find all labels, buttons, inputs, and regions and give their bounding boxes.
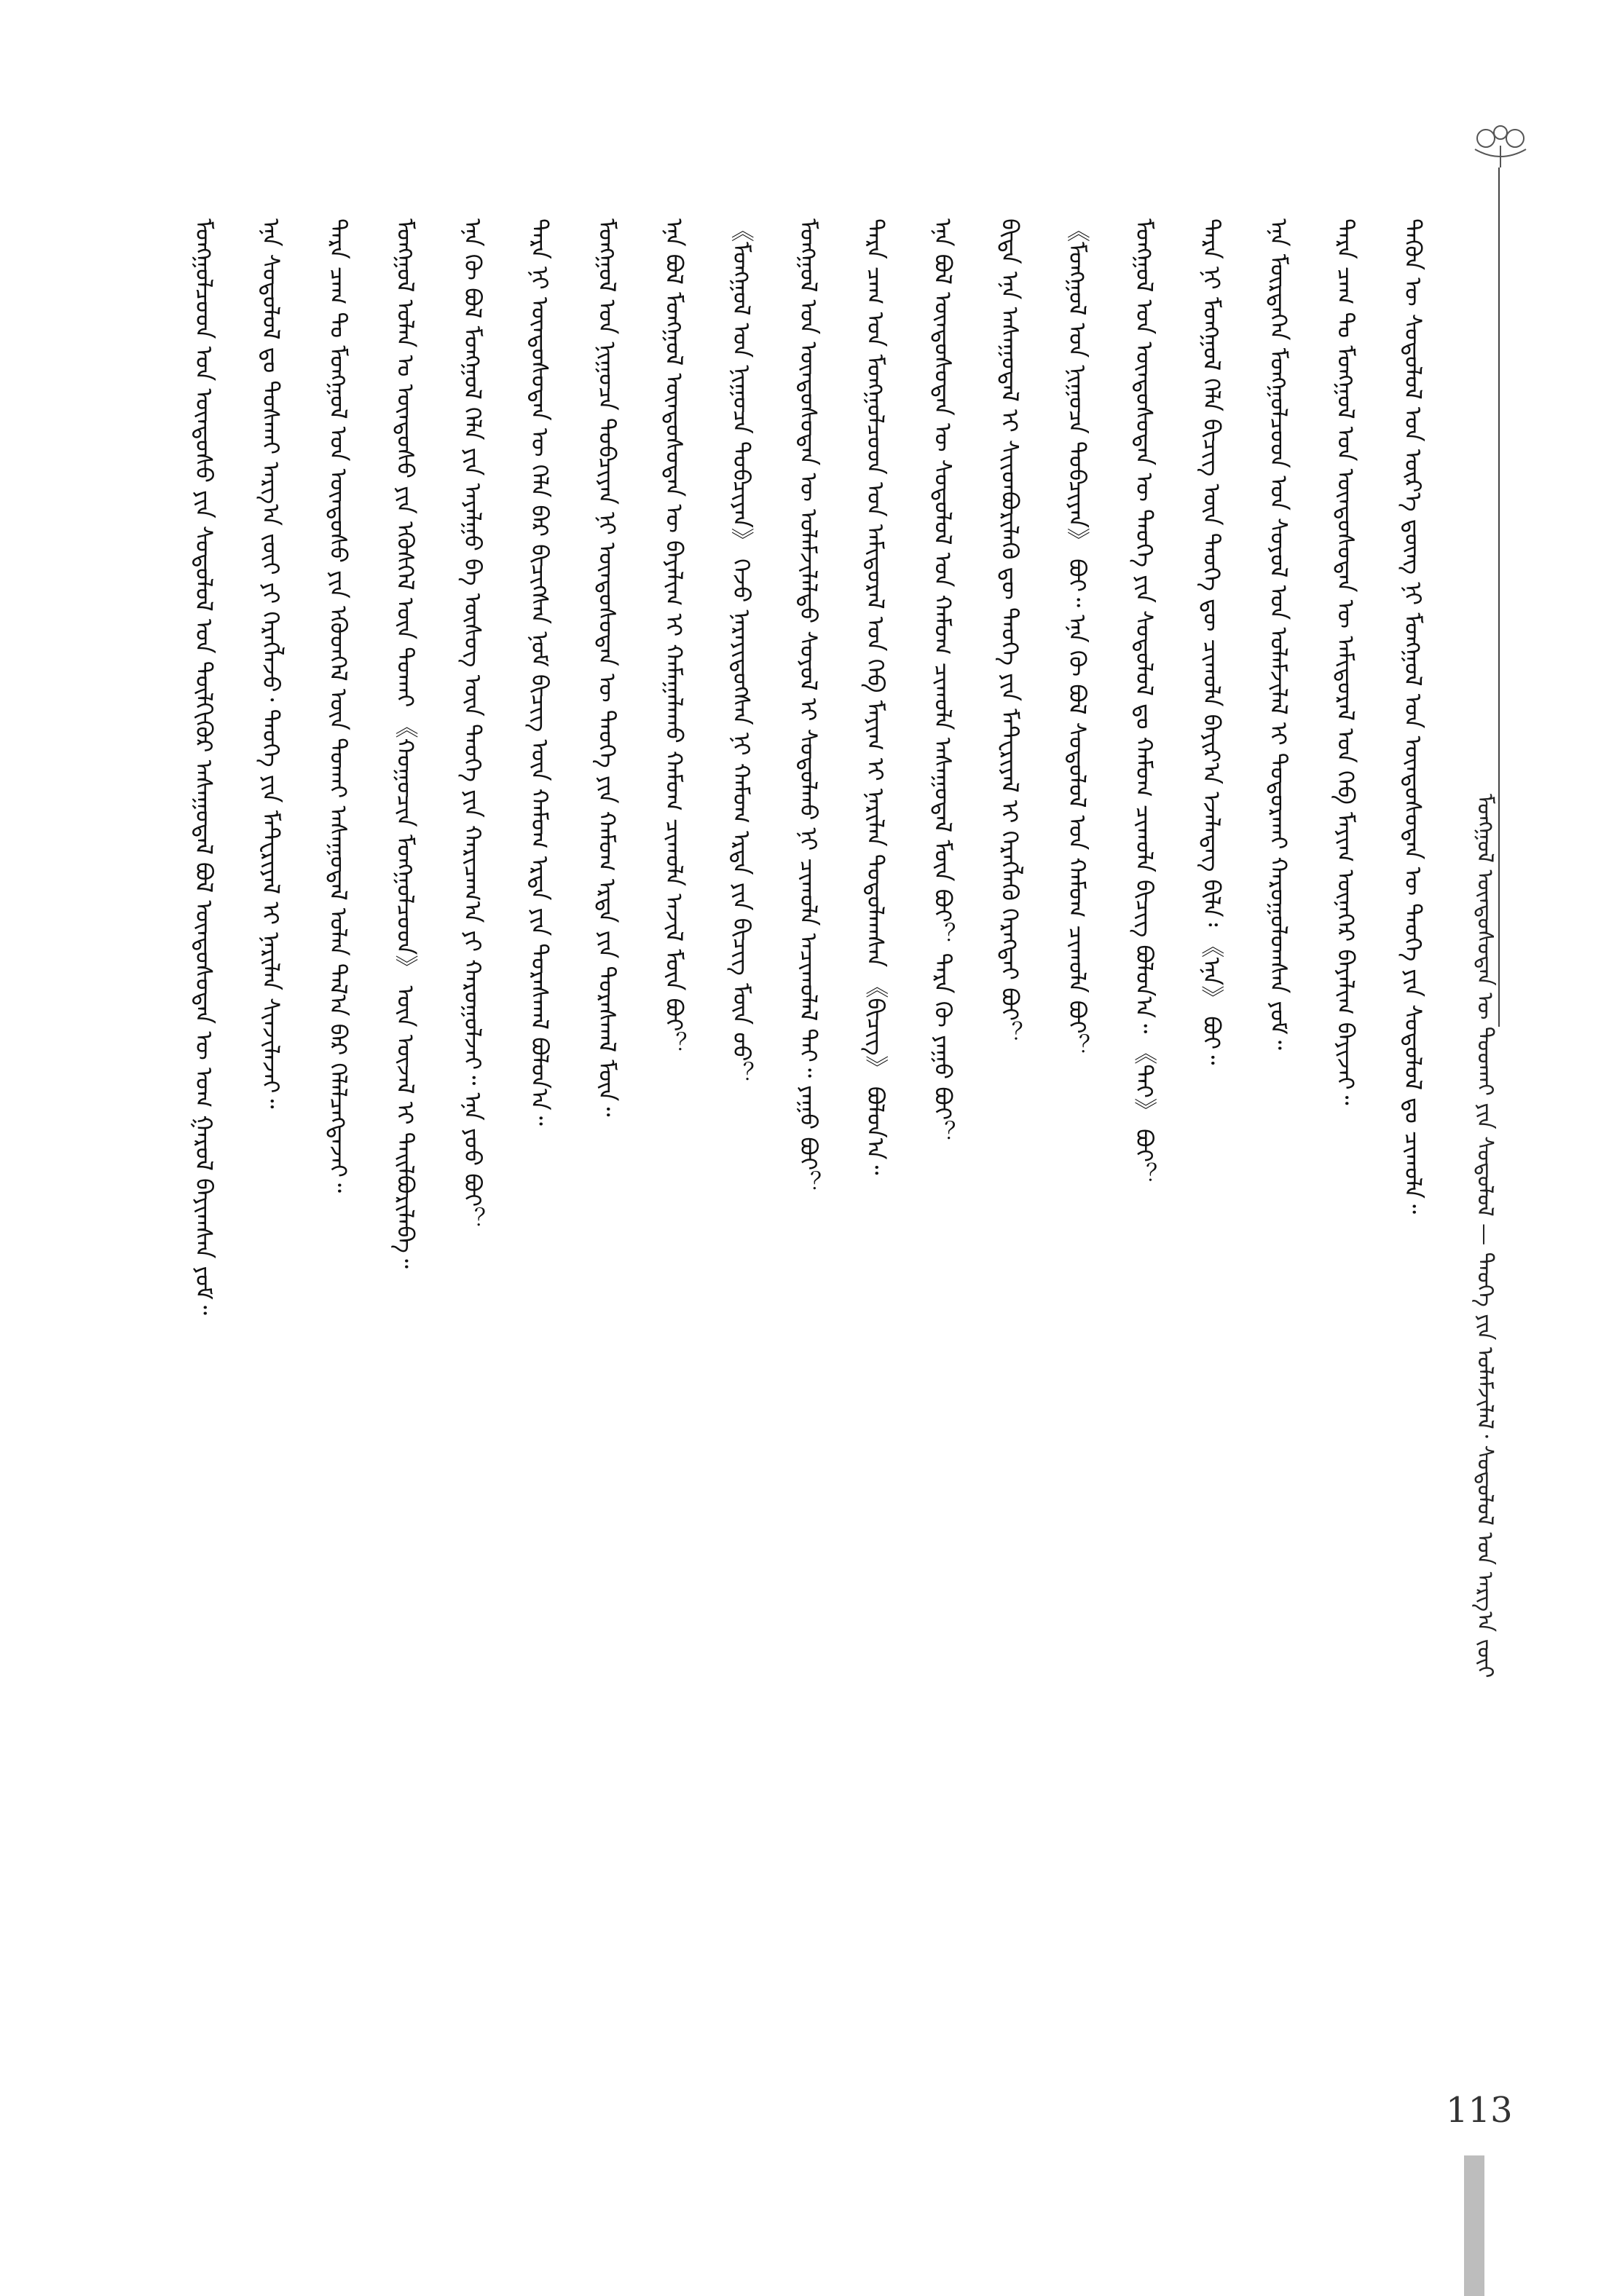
text-line: ᠮᠣᠩᠭᠣᠯ ᠤᠨ ᠨᠢᠭᠤᠴᠠ ᠲᠣᠪᠴᠢᠶᠠᠨ ᠨᠢ ᠦᠨᠳᠦᠰᠦᠲᠡᠨ ᠦ ᠲᠡᠦᠬᠡ ᠶᠢᠨ ᠬᠠᠮᠤᠭ ᠡᠷᠲᠡ ᠶᠢᠨ ᠳᠤᠷᠠᠰᠬᠠᠯ ᠮᠥᠨ᠃ (593, 218, 621, 1117)
text-line: ᠮᠣᠩᠭᠣᠯ ᠤᠨ ᠦᠨᠳᠦᠰᠦᠲᠡᠨ ᠦ ᠤᠯᠠᠮᠵᠢᠯᠠᠯᠲᠤ ᠰᠣᠶᠣᠯ ᠢ ᠰᠤᠳᠤᠯᠬᠤ ᠨᠢ ᠴᠢᠬᠤᠯᠠ ᠠᠴᠢᠬᠤᠯᠠᠯ ᠲᠠᠢ᠃ ᠶᠠᠭᠤ ᠪᠤᠢ？ (794, 218, 822, 1194)
text-line: ᠲᠡᠷᠡ ᠴᠠᠭ ᠤᠨ ᠮᠣᠩᠭᠣᠯᠴᠤᠳ ᠤᠨ ᠠᠮᠢᠳᠤᠷᠠᠯ ᠤᠨ ᠬᠡᠪ ᠮᠠᠶᠢᠭ ᠢ ᠨᠠᠷᠢᠯᠠᠨ ᠲᠤᠲᠤᠯᠠᠭᠰᠠᠨ 《ᠪᠢᠴᠢᠭ》 ᠪᠤᠯᠤᠨ᠎ᠠ᠃ (862, 218, 890, 1175)
body-text (189, 218, 1428, 2039)
text-line: 《ᠮᠣᠩᠭᠣᠯ ᠤᠨ ᠨᠢᠭᠤᠴᠠ ᠲᠣᠪᠴᠢᠶᠠᠨ》 ᠬᠡᠵᠦ ᠨᠡᠷᠡᠶᠢᠳᠦᠭᠰᠡᠨ ᠨᠢ ᠬᠠᠮᠤᠭ ᠡᠷᠲᠡ ᠶᠢᠨ ᠪᠢᠴᠢᠭ ᠮᠥᠨ ᠤᠤ？ (727, 218, 755, 1085)
ornament-icon (1460, 117, 1541, 167)
text-line: ᠲᠡᠷᠡ ᠴᠠᠭ ᠲᠤ ᠮᠣᠩᠭᠣᠯ ᠤᠨ ᠦᠨᠳᠦᠰᠦᠲᠡᠨ ᠦ ᠠᠮᠢᠳᠤᠷᠠᠯ ᠤᠨ ᠬᠡᠪ ᠮᠠᠶᠢᠭ ᠦᠨᠡᠬᠡᠷ ᠪᠠᠶᠠᠯᠢᠭ ᠪᠠᠶᠢᠵᠠᠢ᠃ (1331, 218, 1360, 1105)
text-line: ᠮᠣᠩᠭᠣᠯ ᠣᠯᠠᠨ ᠤ ᠦᠨᠳᠦᠰᠦ ᠶᠢᠨ ᠡᠭᠦᠰᠬᠡᠯ ᠦᠨ ᠲᠤᠬᠠᠢ 《ᠬᠤᠭᠤᠴᠢᠨ ᠮᠣᠩᠭᠣᠯᠴᠤᠳ》 ᠦᠨ ᠦᠵᠡᠯ ᠢ ᠲᠠᠢᠯᠪᠤᠷᠢᠯᠠᠪᠠ᠃ (391, 218, 420, 1269)
text-line: ᠲᠡᠷᠡ ᠴᠠᠭ ᠲᠤ ᠮᠣᠩᠭᠣᠯ ᠤᠨ ᠦᠨᠳᠦᠰᠦ ᠶᠢᠨ ᠡᠭᠦᠳᠬᠡᠯ ᠦᠨ ᠲᠤᠬᠠᠢ ᠠᠰᠠᠭᠤᠳᠠᠯ ᠣᠯᠠᠨ ᠲᠠᠯ᠎ᠠ ᠪᠠᠷ ᠬᠡᠯᠡᠯᠴᠡᠭᠳᠡᠵᠡᠢ᠃ (324, 218, 353, 1193)
text-line: ᠮᠣᠩᠭᠣᠯᠴᠤᠳ ᠤᠨ ᠦᠨᠳᠦᠰᠦ ᠶᠢᠨ ᠰᠤᠳᠤᠯᠤᠯ ᠤᠨ ᠲᠦᠯᠬᠢᠭᠦᠷ ᠠᠰᠠᠭᠤᠳᠠᠯ ᠪᠣᠯ ᠦᠨᠳᠦᠰᠦᠲᠡᠨ ᠦ ᠤᠭ ᠭᠠᠷᠤᠯ ᠪᠠᠶᠢᠭᠰᠠᠨ ᠶᠤᠮ᠃ (190, 218, 218, 1315)
text-line: ᠡᠨᠡ ᠪᠣᠯ ᠮᠣᠩᠭᠣᠯ ᠦᠨᠳᠦᠰᠦᠲᠡᠨ ᠦ ᠪᠠᠶᠠᠯᠢᠭ ᠢ ᠬᠠᠮᠠᠭᠠᠯᠠᠬᠤ ᠬᠠᠮᠤᠭ ᠴᠢᠬᠤᠯᠠ ᠠᠵᠢᠯ ᠮᠥᠨ ᠪᠤᠢ？ (660, 218, 688, 1055)
text-line: ᠡᠨᠡ ᠰᠤᠳᠤᠯᠤᠯ ᠳᠤ ᠲᠤᠰᠬᠠᠢ ᠠᠷᠭ᠎ᠠ ᠵᠦᠢ ᠶᠢ ᠬᠡᠷᠡᠭᠯᠡᠵᠦ᠂ ᠲᠡᠦᠬᠡ ᠶᠢᠨ ᠮᠠᠲ᠋ᠸᠷᠢᠶᠠᠯ ᠢ ᠨᠠᠷᠢᠯᠠᠨ ᠰᠢᠨᠵᠢᠯᠡᠵᠡᠢ᠃ (257, 218, 286, 1109)
page-number: 113 (1446, 2090, 1513, 2131)
text-line: ᠪᠢᠳᠡ ᠡᠨᠡ ᠠᠰᠠᠭᠤᠳᠠᠯ ᠢ ᠰᠢᠢᠳᠪᠦᠷᠢᠯᠡᠬᠦ ᠳᠦ ᠲᠡᠦᠬᠡ ᠶᠢᠨ ᠮᠠᠲ᠋ᠸᠷᠢᠶᠠᠯ ᠢ ᠬᠡᠷᠡᠭᠯᠡᠬᠦ ᠬᠡᠷᠡᠭᠲᠡᠢ ᠪᠤᠢ？ (996, 218, 1024, 1044)
running-header: ᠮᠣᠩᠭᠣᠯ ᠦᠨᠳᠦᠰᠦᠲᠡᠨ ᠦ ᠲᠤᠤᠬᠠᠢ ᠶᠢᠨ ᠰᠤᠳᠤᠯᠤᠯ — ᠲᠡᠦᠬᠡ ᠶᠢᠨ ᠤᠯᠠᠮᠵᠢᠯᠠᠯ᠂ ᠰᠤᠳᠤᠯᠤᠯ ᠤᠨ ᠠᠷᠭ᠎ᠠ ᠵᠦᠢ (1472, 794, 1498, 1678)
text-line: ᠲᠡᠷᠡ ᠨᠢ ᠦᠨᠳᠦᠰᠦᠲᠡᠨ ᠦ ᠬᠡᠯᠡ ᠪᠡᠷ ᠪᠢᠴᠢᠭᠰᠡᠨ ᠨᠣᠮ ᠪᠢᠴᠢᠭ ᠦᠨ ᠬᠠᠮᠤᠭ ᠡᠷᠲᠡ ᠶᠢᠨ ᠳᠤᠷᠠᠰᠬᠠᠯ ᠪᠣᠯᠤᠨ᠎ᠠ᠃ (526, 218, 554, 1126)
text-line: ᠡᠨᠡ ᠪᠣᠯ ᠦᠨᠳᠦᠰᠦᠲᠡᠨ ᠦ ᠰᠤᠳᠤᠯᠤᠯ ᠤᠨ ᠬᠠᠮᠤᠭ ᠴᠢᠬᠤᠯᠠ ᠠᠰᠠᠭᠤᠳᠠᠯ ᠮᠥᠨ ᠪᠤᠢ？ ᠲᠡᠷᠡ ᠬᠦ ᠶᠠᠭᠤ ᠪᠤᠢ？ (929, 218, 957, 1144)
text-line: ᠮᠣᠩᠭᠣᠯ ᠤᠨ ᠦᠨᠳᠦᠰᠦᠲᠡᠨ ᠦ ᠲᠡᠦᠬᠡ ᠶᠢᠨ ᠰᠤᠳᠤᠯᠤᠯ ᠳᠤ ᠬᠠᠮᠤᠭ ᠴᠢᠬᠤᠯᠠ ᠪᠢᠴᠢᠭ ᠪᠣᠯᠤᠨ᠎ᠠ᠃ 《ᠲᠠᠢ》 ᠪᠤᠢ？ (1130, 218, 1159, 1186)
text-line: ᠲᠡᠭᠦᠨ ᠦ ᠰᠤᠳᠤᠯᠤᠯ ᠤᠨ ᠦᠷ᠎ᠡ ᠳ᠋ᠦᠩ ᠨᠢ ᠮᠣᠩᠭᠣᠯ ᠤᠨ ᠦᠨᠳᠦᠰᠦᠲᠡᠨ ᠦ ᠲᠡᠦᠬᠡ ᠶᠢᠨ ᠰᠤᠳᠤᠯᠤᠯ ᠳᠤ ᠴᠢᠬᠤᠯᠠ᠃ (1398, 218, 1427, 1214)
text-line: ᠲᠡᠷᠡ ᠨᠢ ᠮᠣᠩᠭᠣᠯ ᠬᠡᠯᠡ ᠪᠢᠴᠢᠭ ᠦᠨ ᠲᠡᠦᠬᠡ ᠳᠦ ᠴᠢᠬᠤᠯᠠ ᠪᠠᠶᠢᠷ᠎ᠠ ᠡᠵᠡᠯᠡᠳᠡᠭ ᠪᠢᠯᠡ᠄ 《ᠡᠨᠡ》 ᠪᠤᠢ᠃ (1197, 218, 1226, 1065)
text-line: 《ᠮᠣᠩᠭᠣᠯ ᠤᠨ ᠨᠢᠭᠤᠴᠠ ᠲᠣᠪᠴᠢᠶᠠᠨ》 ᠪᠤᠢ᠃ ᠡᠨᠡ ᠬᠦ ᠪᠣᠯ ᠰᠤᠳᠤᠯᠤᠯ ᠤᠨ ᠬᠠᠮᠤᠭ ᠴᠢᠬᠤᠯᠠ ᠪᠤᠢ？ (1063, 218, 1091, 1057)
page-edge-bar (1464, 2155, 1484, 2296)
text-line: ᠡᠨᠡ ᠮᠥᠷᠲᠡᠭᠡᠨ ᠮᠣᠩᠭᠣᠯᠴᠤᠳ ᠤᠨ ᠰᠣᠶᠣᠯ ᠤᠨ ᠤᠯᠠᠮᠵᠢᠯᠠᠯ ᠢ ᠲᠣᠳᠤᠷᠬᠠᠢ ᠬᠠᠷᠤᠭᠤᠯᠤᠭᠰᠠᠨ ᠶᠤᠮ᠃ (1264, 218, 1293, 1050)
header-rule (1498, 167, 1500, 1027)
text-line: ᠡᠨᠡ ᠬᠦ ᠪᠣᠯ ᠮᠣᠩᠭᠣᠯ ᠬᠡᠯᠡ ᠶᠢᠨ ᠠᠶᠠᠯᠭᠤ ᠪᠠ ᠦᠰᠦᠭ ᠦᠨ ᠲᠡᠦᠬᠡ ᠶᠢᠨ ᠬᠠᠷᠢᠴᠠᠭ᠎ᠠ ᠶᠢ ᠬᠠᠷᠤᠭᠤᠯᠵᠠᠢ᠃ ᠡᠨᠡ ᠶᠤᠤ ᠪᠤᠢ？ (458, 218, 487, 1231)
